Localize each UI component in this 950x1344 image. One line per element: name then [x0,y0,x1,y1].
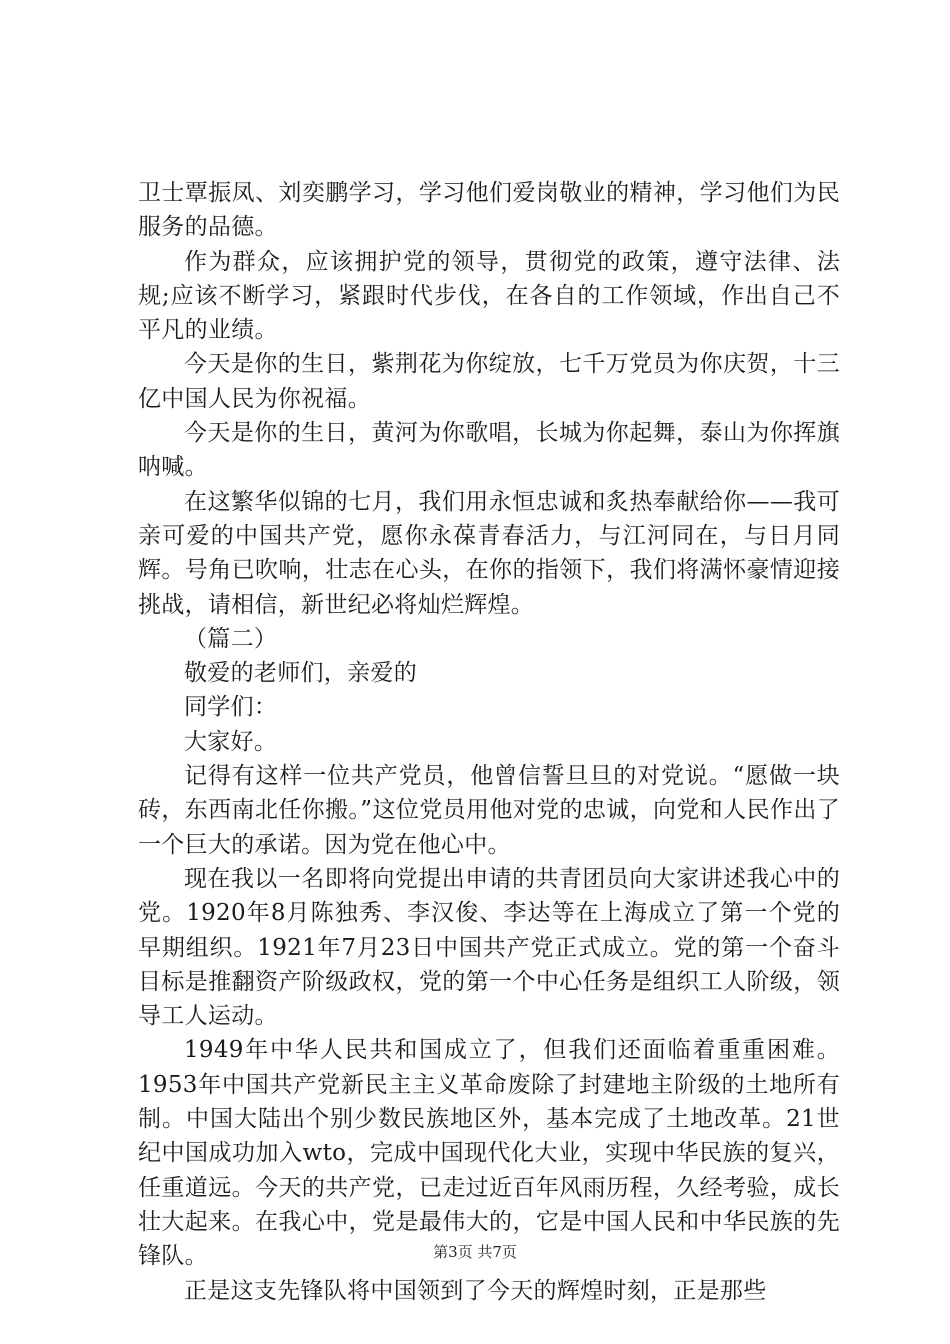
salutation: 敬爱的老师们，亲爱的 [184,660,417,687]
paragraph: 今天是你的生日，紫荆花为你绽放，七千万党员为你庆贺，十三亿中国人民为你祝福。 [138,351,840,412]
greeting: 大家好。 [184,728,278,755]
paragraph: 今天是你的生日，黄河为你歌唱，长城为你起舞，泰山为你挥旗呐喊。 [138,420,840,481]
document-body [138,176,840,1308]
paragraph: 作为群众，应该拥护党的领导，贯彻党的政策，遵守法律、法规;应该不断学习，紧跟时代步伐，在各自的工作领域，作出自己不平凡的业绩。 [138,248,840,344]
paragraph: 正是这支先锋队将中国领到了今天的辉煌时刻，正是那些 [184,1277,767,1304]
paragraph: 1949年中华人民共和国成立了，但我们还面临着重重困难。1953年中国共产党新民主主义革命废除了封建地主阶级的土地所有制。中国大陆出个别少数民族地区外，基本完成了土地改革。21世纪中国成功加入wto，完成中国现代化大业，实现中华民族的复兴，任重道远。今天的共产党，已走过近百年风雨历程，久经考验，成长壮大起来。在我心中，党是最伟大的，它是中国人民和中华民族的先锋队。 [138,1037,840,1270]
section-heading: （篇二） [184,625,278,652]
page-footer: 第3页 共7页 [433,1243,517,1261]
paragraph: 现在我以一名即将向党提出申请的共青团员向大家讲述我心中的党。1920年8月陈独秀、李汉俊、李达等在上海成立了第一个党的早期组织。1921年7月23日中国共产党正式成立。党的第一个奋斗目标是推翻资产阶级政权，党的第一个中心任务是组织工人阶级，领导工人运动。 [138,865,840,1030]
paragraph: 卫士覃振凤、刘奕鹏学习，学习他们爱岗敬业的精神，学习他们为民服务的品德。 [138,180,840,241]
paragraph: 在这繁华似锦的七月，我们用永恒忠诚和炙热奉献给你——我可亲可爱的中国共产党，愿你永葆青春活力，与江河同在，与日月同辉。号角已吹响，壮志在心头，在你的指领下，我们将满怀豪情迎接挑战，请相信，新世纪必将灿烂辉煌。 [138,488,840,618]
paragraph: 记得有这样一位共产党员，他曾信誓旦旦的对党说。“愿做一块砖，东西南北任你搬。”这位党员用他对党的忠诚，向党和人民作出了一个巨大的承诺。因为党在他心中。 [138,763,840,858]
salutation: 同学们： [184,694,278,721]
